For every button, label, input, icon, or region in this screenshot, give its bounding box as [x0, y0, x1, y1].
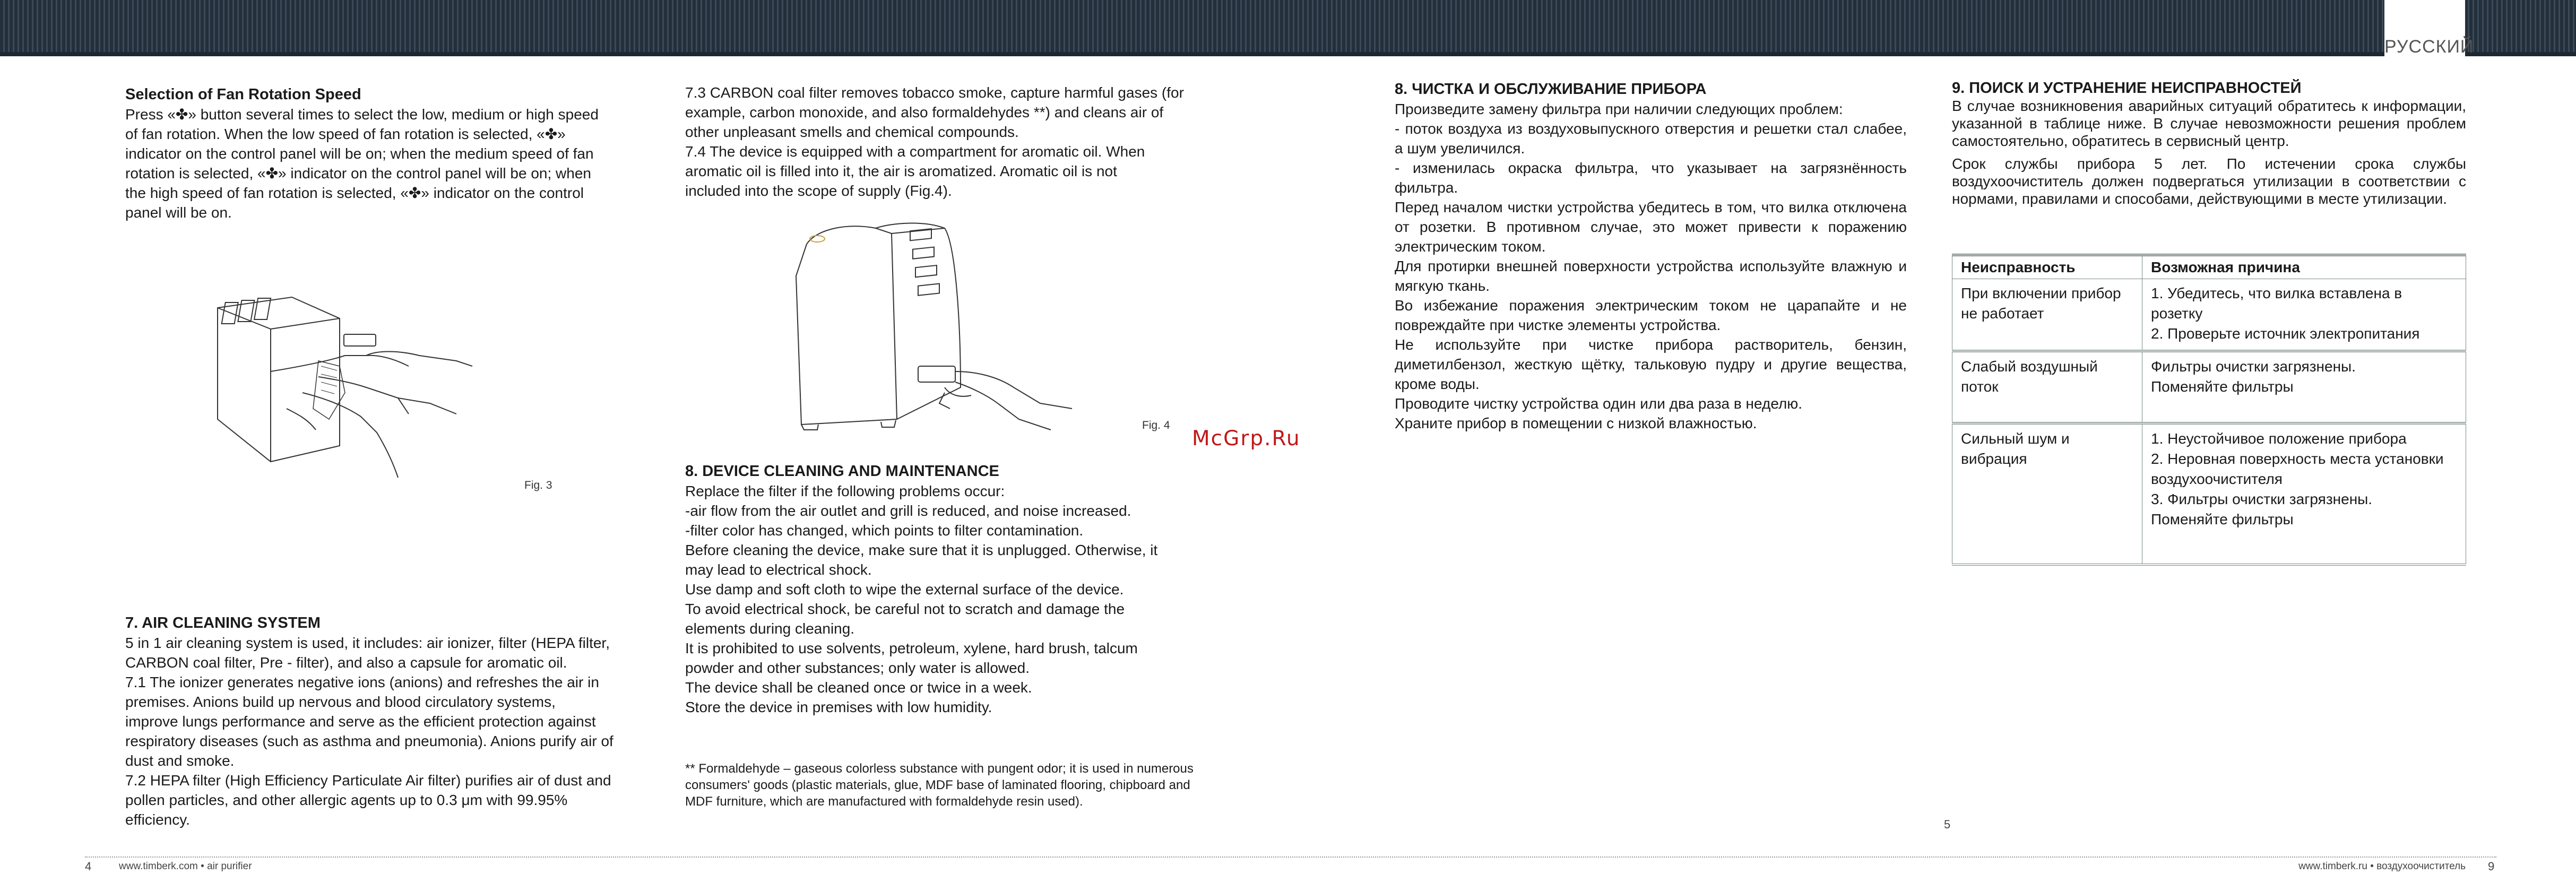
cleaning-ru-paragraph: Проводите чистку устройства один или два раза в неделю. [1395, 395, 1803, 412]
table-cell-cause [2142, 351, 2466, 423]
air-cleaning-line: premises. Anions build up nervous and blood circulatory systems, [125, 694, 556, 710]
device-cleaning-line: The device shall be cleaned once or twice in a week. [685, 679, 1032, 696]
left-footer-site[interactable]: www.timberk.com • air purifier [119, 861, 252, 872]
device-cleaning-line: Use damp and soft cloth to wipe the external surface of the device. [685, 581, 1124, 598]
air-cleaning-line: pollen particles, and other allergic agents up to 0.3 μm with 99.95% [125, 792, 568, 808]
cleaning-ru-paragraph: - поток воздуха из воздуховыпускного отверстия и решетки стал слабее, а шум увеличился. [1395, 120, 1907, 157]
device-cleaning-line: elements during cleaning. [685, 620, 855, 637]
fan-speed-line: of fan rotation. When the low speed of fan rotation is selected, «✤» [125, 126, 566, 142]
carbon-filter-section [685, 83, 1195, 201]
fig3-caption: Fig. 3 [524, 479, 552, 491]
air-cleaning-line: 5 in 1 air cleaning system is used, it includes: air ionizer, filter (HEPA filter, [125, 635, 610, 651]
air-cleaning-line: 7.1 The ionizer generates negative ions (anions) and refreshes the air in [125, 674, 599, 690]
fig3-illustration [207, 287, 483, 488]
device-cleaning-section [685, 462, 1195, 717]
cause-line: 3. Фильтры очистки загрязнены. [2151, 491, 2373, 507]
device-cleaning-line: may lead to electrical shock. [685, 561, 872, 578]
air-cleaning-line: efficiency. [125, 811, 190, 828]
cause-line: 1. Неустойчивое положение прибора [2151, 430, 2407, 447]
cleaning-ru-paragraph: Во избежание поражения электрическим током не царапайте и не повреждайте при чистке элементы устройства. [1395, 297, 1907, 333]
fan-speed-line: panel will be on. [125, 204, 232, 221]
device-cleaning-line: To avoid electrical shock, be careful not to scratch and damage the [685, 601, 1125, 617]
air-cleaning-line: CARBON coal filter, Pre - filter), and also a capsule for aromatic oil. [125, 654, 567, 671]
carbon-line: example, carbon monoxide, and also formaldehydes **) and cleans air of [685, 104, 1164, 120]
cleaning-ru-paragraph: Произведите замену фильтра при наличии следующих проблем: [1395, 101, 1843, 117]
air-cleaning-line: respiratory diseases (such as asthma and pneumonia). Anions purify air of [125, 733, 613, 749]
fan-speed-line: Press «✤» button several times to select the low, medium or high speed [125, 106, 599, 123]
cause-line: Поменяйте фильтры [2151, 511, 2294, 527]
cleaning-ru-paragraph: - изменилась окраска фильтра, что указывает на загрязнённость фильтра. [1395, 160, 1907, 196]
cause-line: Поменяйте фильтры [2151, 378, 2294, 395]
fan-speed-section [125, 85, 635, 222]
device-cleaning-line: Store the device in premises with low humidity. [685, 699, 992, 715]
cause-line: 1. Убедитесь, что вилка вставлена в розетку [2151, 285, 2402, 322]
cleaning-ru-title: 8. ЧИСТКА И ОБСЛУЖИВАНИЕ ПРИБОРА [1395, 81, 1707, 98]
device-cleaning-line: Before cleaning the device, make sure that it is unplugged. Otherwise, it [685, 542, 1158, 558]
device-cleaning-line: -air flow from the air outlet and grill is reduced, and noise increased. [685, 503, 1131, 519]
device-cleaning-line: Replace the filter if the following problems occur: [685, 483, 1005, 499]
right-page-number: 9 [2488, 860, 2495, 873]
cleaning-ru-paragraph: Не используйте при чистке прибора растворитель, бензин, диметилбензол, жесткую щётку, тальковую пудру и другие вещества, кроме воды. [1395, 336, 1907, 392]
fig4-illustration [785, 212, 1083, 440]
table-header-problem: Неисправность [1952, 255, 2142, 279]
cleaning-ru-paragraph: Для протирки внешней поверхности устройства используйте влажную и мягкую ткань. [1395, 258, 1907, 294]
device-cleaning-line: -filter color has changed, which points to filter contamination. [685, 522, 1084, 539]
fig4-caption: Fig. 4 [1142, 419, 1170, 431]
left-page-number: 4 [85, 860, 92, 873]
troubleshooting-intro: В случае возникновения аварийных ситуаций обратитесь к информации, указанной в таблице ниже. В случае невозможности решения проблем самостоятельно, обратитесь в сервисный центр. [1952, 98, 2466, 149]
watermark-link[interactable]: McGrp.Ru [1192, 427, 1301, 451]
fan-speed-line: the high speed of fan rotation is selected, «✤» indicator on the control [125, 185, 584, 201]
air-cleaning-section [125, 613, 635, 829]
air-cleaning-line: 7.2 HEPA filter (High Efficiency Particulate Air filter) purifies air of dust and [125, 772, 611, 789]
table-cell-problem: Слабый воздушный поток [1952, 351, 2142, 423]
fan-speed-line: indicator on the control panel will be on; when the medium speed of fan [125, 145, 594, 162]
device-cleaning-line: powder and other substances; only water is allowed. [685, 660, 1030, 676]
cause-line: 2. Проверьте источник электропитания [2151, 325, 2420, 342]
language-label: РУССКИЙ [2384, 0, 2465, 63]
table-cell-cause [2142, 423, 2466, 565]
troubleshooting-section [1952, 80, 2466, 207]
table-row [1952, 279, 2466, 351]
cleaning-ru-section [1395, 80, 1907, 433]
right-footer-site[interactable]: www.timberk.ru • воздухоочиститель [2298, 861, 2466, 872]
table-cell-problem: Сильный шум и вибрация [1952, 423, 2142, 565]
air-cleaning-line: dust and smoke. [125, 752, 235, 769]
service-life-text: Срок службы прибора 5 лет. По истечении срока службы воздухоочиститель должен подвергаться утилизации в соответствии с нормами, правилами и способами, действующими в месте утилизации. [1952, 155, 2466, 207]
table-cell-cause [2142, 279, 2466, 351]
page-marker: 5 [1944, 818, 1951, 831]
table-header-row [1952, 255, 2466, 279]
header-base-line [0, 52, 2576, 56]
carbon-line: aromatic oil is filled into it, the air is aromatized. Aromatic oil is not [685, 163, 1117, 179]
cause-line: 2. Неровная поверхность места установки воздухоочистителя [2151, 451, 2444, 487]
carbon-line: 7.4 The device is equipped with a compartment for aromatic oil. When [685, 143, 1145, 160]
cleaning-ru-paragraph: Храните прибор в помещении с низкой влажностью. [1395, 415, 1757, 431]
fan-speed-line: rotation is selected, «✤» indicator on the control panel will be on; when [125, 165, 591, 181]
device-cleaning-title: 8. DEVICE CLEANING AND MAINTENANCE [685, 463, 999, 480]
cause-line: Фильтры очистки загрязнены. [2151, 358, 2356, 375]
table-header-cause: Возможная причина [2142, 255, 2466, 279]
device-cleaning-line: It is prohibited to use solvents, petroleum, xylene, hard brush, talcum [685, 640, 1138, 656]
carbon-line: 7.3 CARBON coal filter removes tobacco smoke, capture harmful gases (for [685, 84, 1184, 101]
table-row [1952, 423, 2466, 565]
carbon-line: included into the scope of supply (Fig.4). [685, 183, 952, 199]
table-row [1952, 351, 2466, 423]
troubleshooting-title: 9. ПОИСК И УСТРАНЕНИЕ НЕИСПРАВНОСТЕЙ [1952, 80, 2302, 97]
air-cleaning-title: 7. AIR CLEANING SYSTEM [125, 615, 321, 631]
air-cleaning-line: improve lungs performance and serve as the efficient protection against [125, 713, 596, 730]
troubleshooting-table [1952, 254, 2466, 566]
header-stripe-band [0, 0, 2576, 55]
cleaning-ru-paragraph: Перед началом чистки устройства убедитесь в том, что вилка отключена от розетки. В противном случае, это может привести к поражению электрическим током. [1395, 199, 1907, 255]
fan-speed-title: Selection of Fan Rotation Speed [125, 86, 361, 103]
formaldehyde-footnote: ** Formaldehyde – gaseous colorless substance with pungent odor; it is used in numerous consumers' goods (plastic materials, glue, MDF base of laminated flooring, chipboard and MDF furniture, which are manufactured with formaldehyde resin used). [685, 761, 1194, 809]
table-cell-problem: При включении прибор не работает [1952, 279, 2142, 351]
carbon-line: other unpleasant smells and chemical compounds. [685, 124, 1019, 140]
footer-dotted-line [85, 856, 2496, 858]
